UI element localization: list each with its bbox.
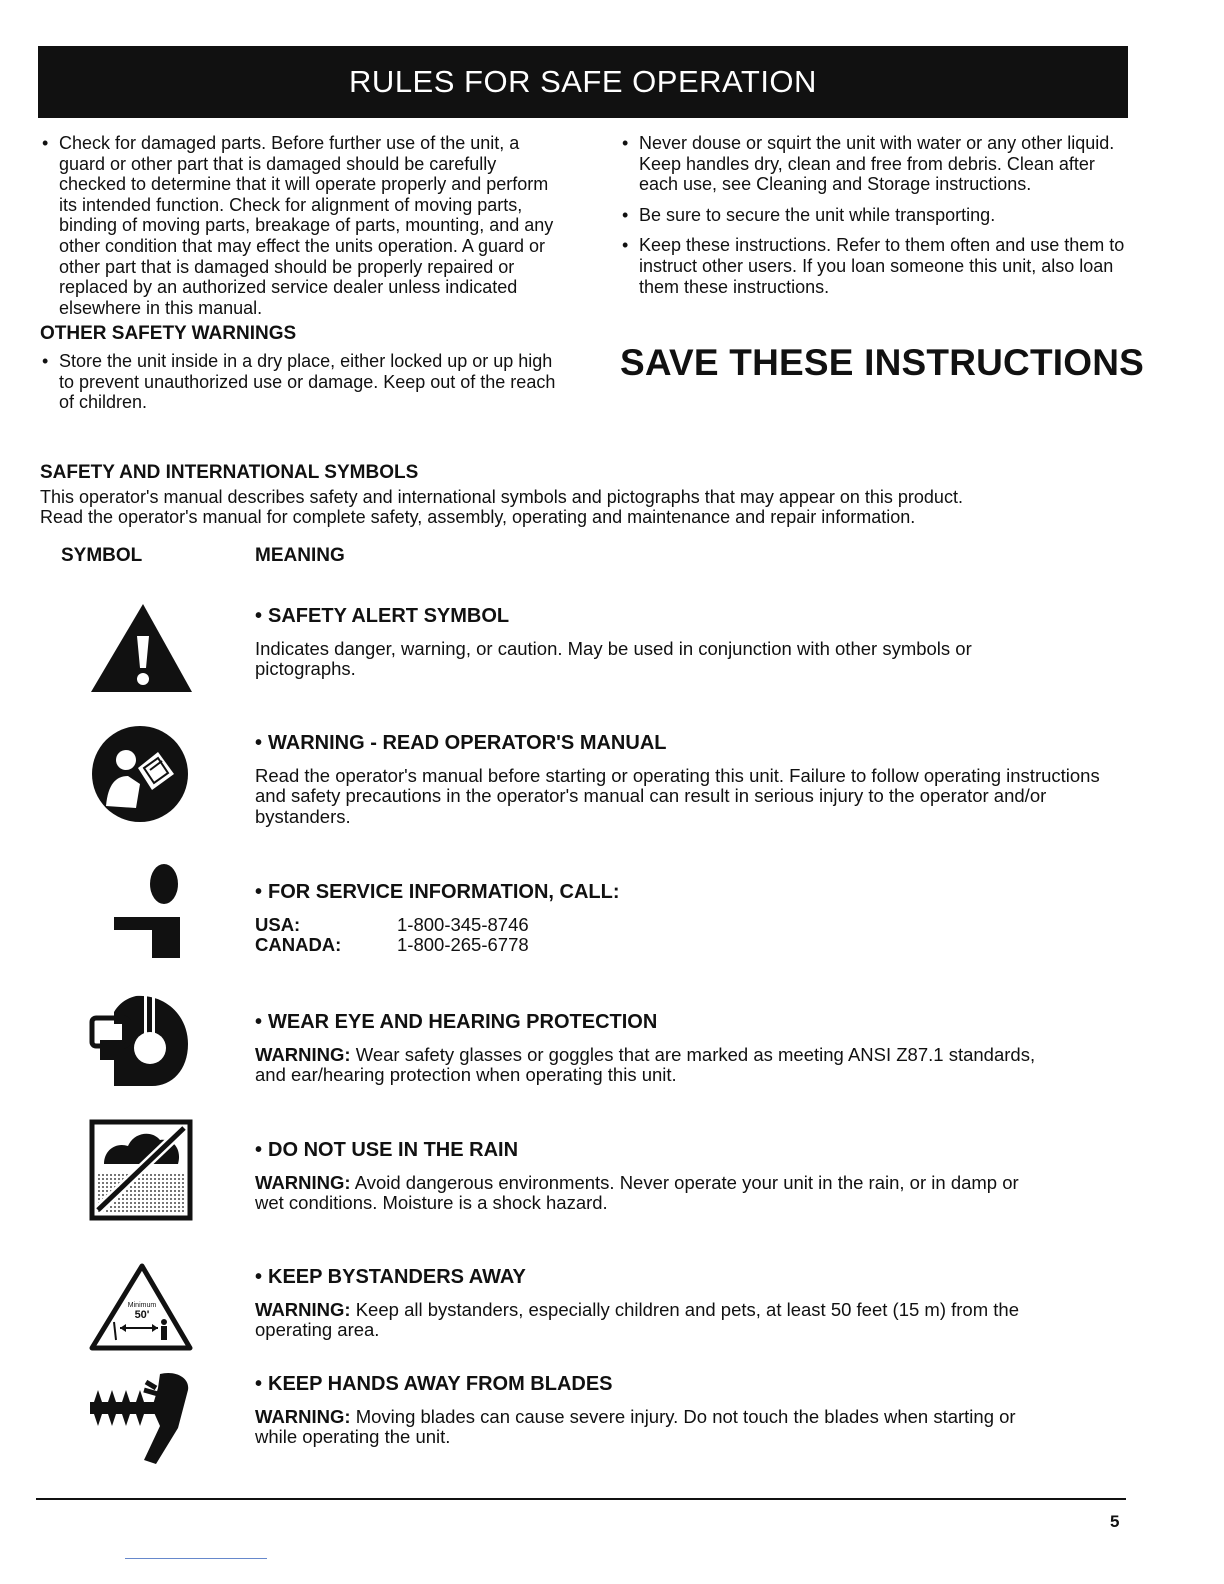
entry-no-rain	[255, 1140, 1135, 1214]
entry-title: DO NOT USE IN THE RAIN	[268, 1139, 519, 1161]
warning-label: WARNING:	[255, 1405, 351, 1427]
symbols-intro-line-1: This operator's manual describes safety and international symbols and pictographs that may appear on this product.	[40, 486, 963, 507]
warning-label: WARNING:	[255, 1043, 351, 1065]
eye-ear-protection-icon	[86, 990, 196, 1095]
save-instructions-heading: SAVE THESE INSTRUCTIONS	[620, 342, 1145, 383]
entry-safety-alert	[255, 606, 1135, 680]
info-icon	[86, 862, 196, 967]
bullet-dot: •	[255, 605, 263, 627]
bullet-store-unit: • Store the unit inside in a dry place, either locked up or up high to prevent unauthorized use or damage. Keep out of the reach of children.	[40, 351, 560, 413]
entry-title: WEAR EYE AND HEARING PROTECTION	[268, 1011, 658, 1033]
entry-body	[255, 1173, 1045, 1214]
entry-read-manual	[255, 733, 1135, 827]
right-bullet-list	[620, 133, 1130, 297]
phone-label: USA:	[255, 913, 301, 935]
phone-number: 1-800-265-6778	[397, 934, 529, 956]
bystanders-icon-distance: 50'	[134, 1309, 150, 1321]
entry-title: SAFETY ALERT SYMBOL	[268, 605, 510, 627]
hands-away-blades-icon	[86, 1368, 196, 1473]
symbol-column-header: SYMBOL	[61, 545, 143, 566]
banner-title: RULES FOR SAFE OPERATION	[349, 64, 817, 99]
entry-text: Avoid dangerous environments. Never operate your unit in the rain, or in damp or wet conditions. Moisture is a shock hazard.	[255, 1171, 1019, 1214]
phone-table	[255, 915, 529, 956]
bullet-keep-instructions: • Keep these instructions. Refer to them often and use them to instruct other users. If you loan someone this unit, also loan them these instructions.	[620, 235, 1130, 297]
section-banner	[38, 46, 1128, 118]
right-column	[620, 133, 1130, 307]
bullet-secure-transport: • Be sure to secure the unit while transporting.	[620, 205, 1130, 226]
entry-text: Moving blades can cause severe injury. Do not touch the blades when starting or while operating the unit.	[255, 1405, 1016, 1448]
phone-label: CANADA:	[255, 934, 342, 956]
entry-title: KEEP HANDS AWAY FROM BLADES	[268, 1373, 613, 1395]
entry-bystanders	[255, 1267, 1135, 1341]
symbols-heading: SAFETY AND INTERNATIONAL SYMBOLS	[40, 462, 419, 483]
bullet-dot: •	[255, 1011, 263, 1033]
entry-body	[255, 1300, 1095, 1341]
bullet-dot: •	[255, 1139, 263, 1161]
entry-body	[255, 1407, 1045, 1448]
entry-body	[255, 1045, 1055, 1086]
entry-text: Indicates danger, warning, or caution. May be used in conjunction with other symbols or pictographs.	[255, 637, 972, 680]
entry-text: Keep all bystanders, especially children and pets, at least 50 feet (15 m) from the operating area.	[255, 1298, 1019, 1341]
read-manual-icon	[86, 724, 196, 829]
warning-label: WARNING:	[255, 1298, 351, 1320]
footer-divider	[36, 1498, 1126, 1500]
other-safety-heading: OTHER SAFETY WARNINGS	[40, 323, 297, 345]
symbols-intro	[40, 463, 1140, 528]
phone-row-usa	[255, 915, 529, 936]
entry-text: Read the operator's manual before starting or operating this unit. Failure to follow operating instructions and safety precautions in the operator's manual can result in serious injury to the operator and/or bystanders.	[255, 764, 1100, 827]
bullet-never-douse: • Never douse or squirt the unit with water or any other liquid. Keep handles dry, clean and free from debris. Clean after each use, see Cleaning and Storage instructions.	[620, 133, 1130, 195]
page-number: 5	[1110, 1512, 1120, 1531]
other-bullet-list	[40, 351, 560, 413]
bullet-dot: •	[255, 732, 263, 754]
entry-hands-away	[255, 1374, 1135, 1448]
entry-text: Wear safety glasses or goggles that are marked as meeting ANSI Z87.1 standards, and ear/hearing protection when operating this unit.	[255, 1043, 1036, 1086]
bystanders-away-icon	[86, 1262, 196, 1357]
entry-title: FOR SERVICE INFORMATION, CALL:	[268, 881, 620, 903]
bystanders-icon-minimum: Minimum	[127, 1302, 157, 1309]
symbols-intro-line-2: Read the operator's manual for complete safety, assembly, operating and maintenance and repair information.	[40, 507, 916, 528]
safety-alert-icon	[86, 600, 196, 700]
bullet-dot: •	[255, 1266, 263, 1288]
entry-eye-hearing	[255, 1012, 1135, 1086]
bullet-dot: •	[255, 1373, 263, 1395]
left-bullet-list	[40, 133, 560, 318]
bullet-damaged-parts: • Check for damaged parts. Before further use of the unit, a guard or other part that is damaged should be carefully checked to determine that it will operate properly and perform its intended function. Check for alignment of moving parts, binding of moving parts, breakage of parts, mounting, and any other condition that may effect the units operation. A guard or other part that is damaged should be properly repaired or replaced by an authorized service dealer unless indicated elsewhere in this manual.	[40, 133, 560, 318]
entry-title: KEEP BYSTANDERS AWAY	[268, 1266, 526, 1288]
bullet-dot: •	[255, 881, 263, 903]
scan-artifact-line	[125, 1558, 267, 1559]
no-rain-icon	[86, 1118, 196, 1227]
entry-title: WARNING - READ OPERATOR'S MANUAL	[268, 732, 667, 754]
warning-label: WARNING:	[255, 1171, 351, 1193]
entry-service-info	[255, 882, 1135, 956]
phone-number: 1-800-345-8746	[397, 913, 529, 935]
phone-row-canada	[255, 935, 529, 956]
left-column	[40, 133, 560, 419]
meaning-column-header: MEANING	[255, 545, 345, 566]
